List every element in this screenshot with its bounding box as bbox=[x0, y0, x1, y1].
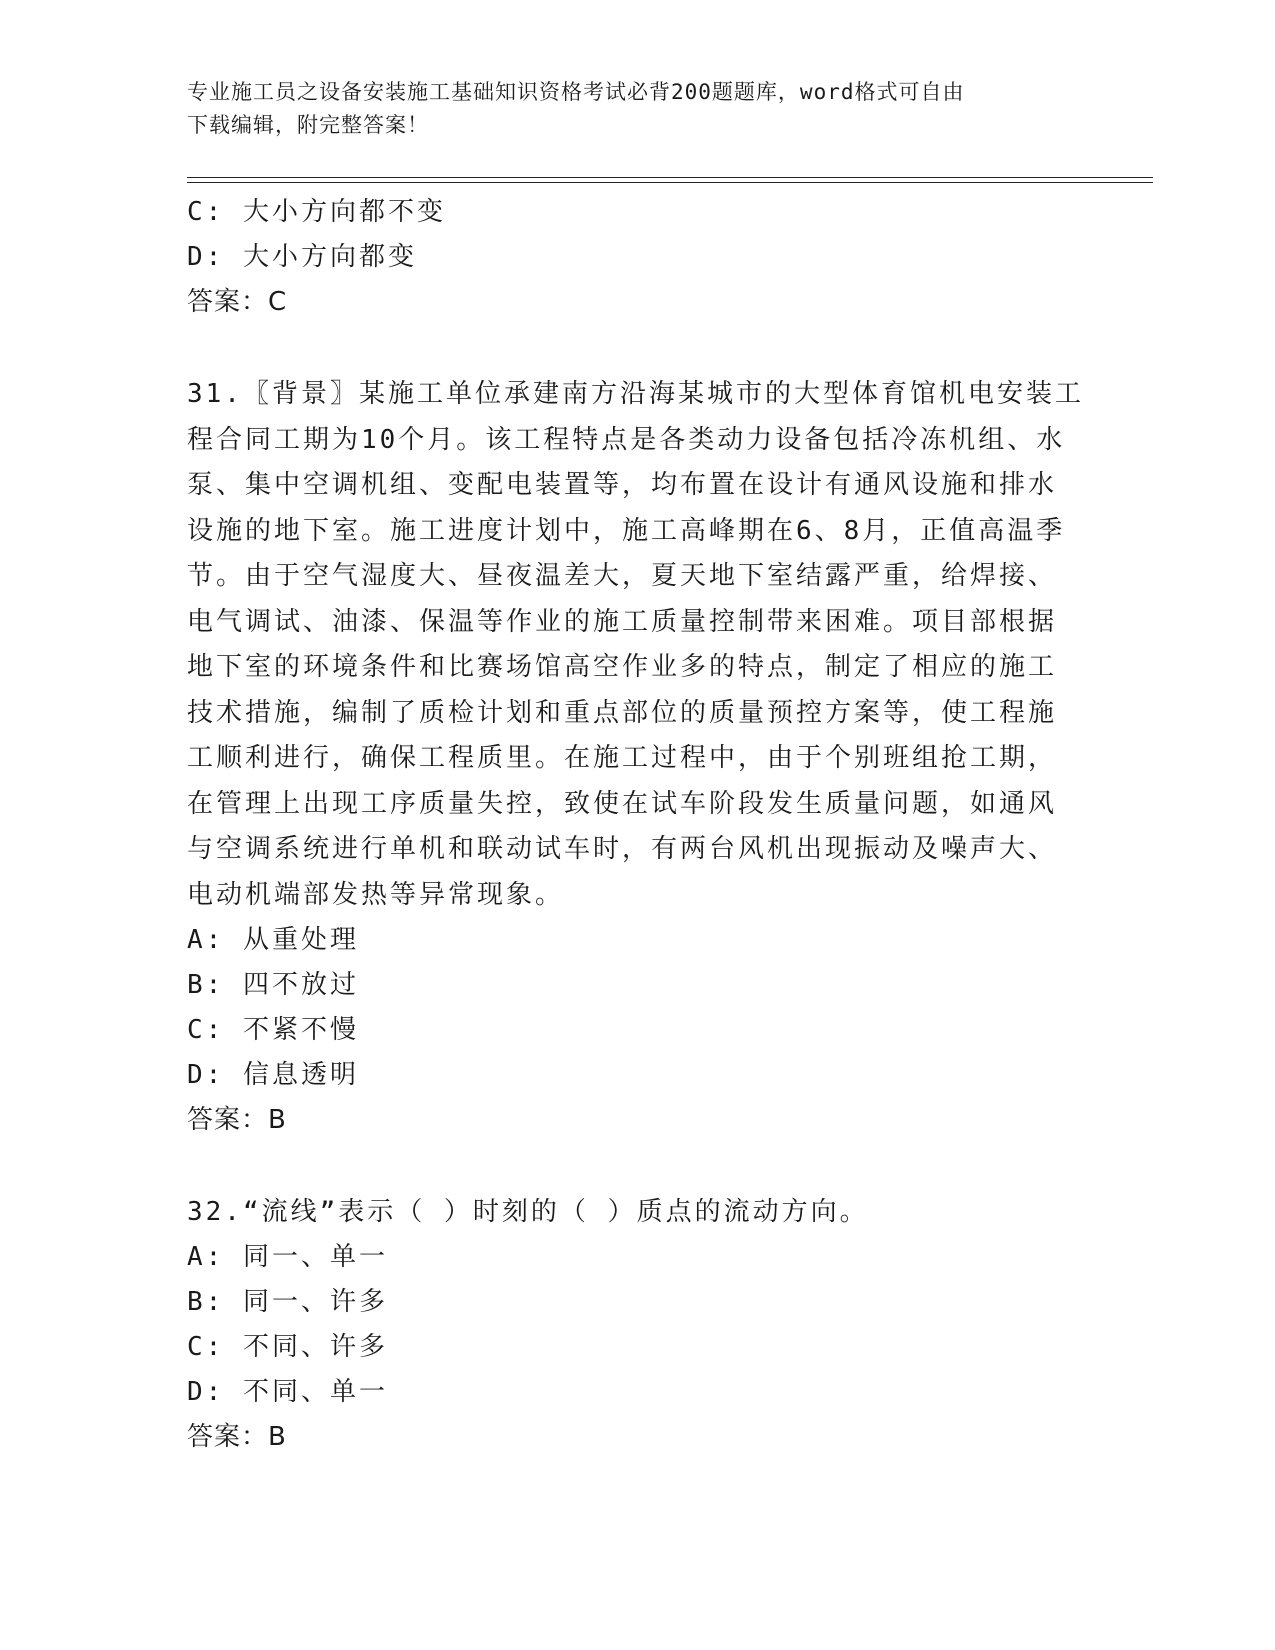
stem-line: 地下室的环境条件和比赛场馆高空作业多的特点，制定了相应的施工 bbox=[187, 652, 1058, 682]
stem-line: 电气调试、油漆、保温等作业的施工质量控制带来困难。项目部根据 bbox=[187, 606, 1058, 637]
option-c: C: 大小方向都不变 bbox=[187, 197, 446, 227]
stem-line: 31.〖背景〗某施工单位承建南方沿海某城市的大型体育馆机电安装工 bbox=[187, 379, 1084, 409]
stem-line: 泵、集中空调机组、变配电装置等，均布置在设计有通风设施和排水 bbox=[187, 470, 1058, 500]
option-a: A: 同一、单一 bbox=[187, 1242, 388, 1272]
stem-line: 电动机端部发热等异常现象。 bbox=[187, 879, 565, 910]
option-d: D: 大小方向都变 bbox=[187, 242, 417, 272]
question-31-stem bbox=[187, 372, 1087, 918]
answer: 答案：B bbox=[187, 1422, 287, 1452]
stem-line: 在管理上出现工序质量失控，致使在试车阶段发生质量问题，如通风 bbox=[187, 788, 1058, 819]
option-c: C: 不同、许多 bbox=[187, 1332, 388, 1362]
header-divider-bottom bbox=[187, 182, 1153, 183]
option-b: B: 同一、许多 bbox=[187, 1287, 388, 1317]
prev-question bbox=[187, 190, 1087, 325]
question-31 bbox=[187, 372, 1087, 1143]
stem-line: 程合同工期为10个月。该工程特点是各类动力设备包括冷冻机组、水 bbox=[187, 424, 1066, 455]
header-line-1: 专业施工员之设备安装施工基础知识资格考试必背200题题库，word格式可自由 bbox=[187, 80, 965, 104]
stem-line: 技术措施，编制了质检计划和重点部位的质量预控方案等，使工程施 bbox=[187, 697, 1058, 728]
option-c: C: 不紧不慢 bbox=[187, 1015, 359, 1045]
stem-line: 设施的地下室。施工进度计划中，施工高峰期在6、8月，正值高温季 bbox=[187, 515, 1066, 546]
stem-line: 与空调系统进行单机和联动试车时，有两台风机出现振动及噪声大、 bbox=[187, 834, 1058, 864]
option-b: B: 四不放过 bbox=[187, 970, 359, 1000]
question-32-stem: 32.“流线”表示（ ）时刻的（ ）质点的流动方向。 bbox=[187, 1197, 869, 1227]
answer: 答案：B bbox=[187, 1105, 287, 1135]
header-line-2: 下载编辑，附完整答案！ bbox=[187, 113, 429, 137]
answer: 答案：C bbox=[187, 287, 288, 317]
option-d: D: 不同、单一 bbox=[187, 1377, 388, 1407]
option-a: A: 从重处理 bbox=[187, 925, 359, 955]
document-body bbox=[187, 190, 1087, 1460]
stem-line: 工顺利进行，确保工程质里。在施工过程中，由于个别班组抢工期， bbox=[187, 743, 1058, 773]
stem-line: 节。由于空气湿度大、昼夜温差大，夏天地下室结露严重，给焊接、 bbox=[187, 561, 1058, 591]
option-d: D: 信息透明 bbox=[187, 1060, 359, 1090]
document-header bbox=[187, 76, 1067, 142]
question-32 bbox=[187, 1190, 1087, 1460]
header-divider-top bbox=[187, 177, 1153, 178]
